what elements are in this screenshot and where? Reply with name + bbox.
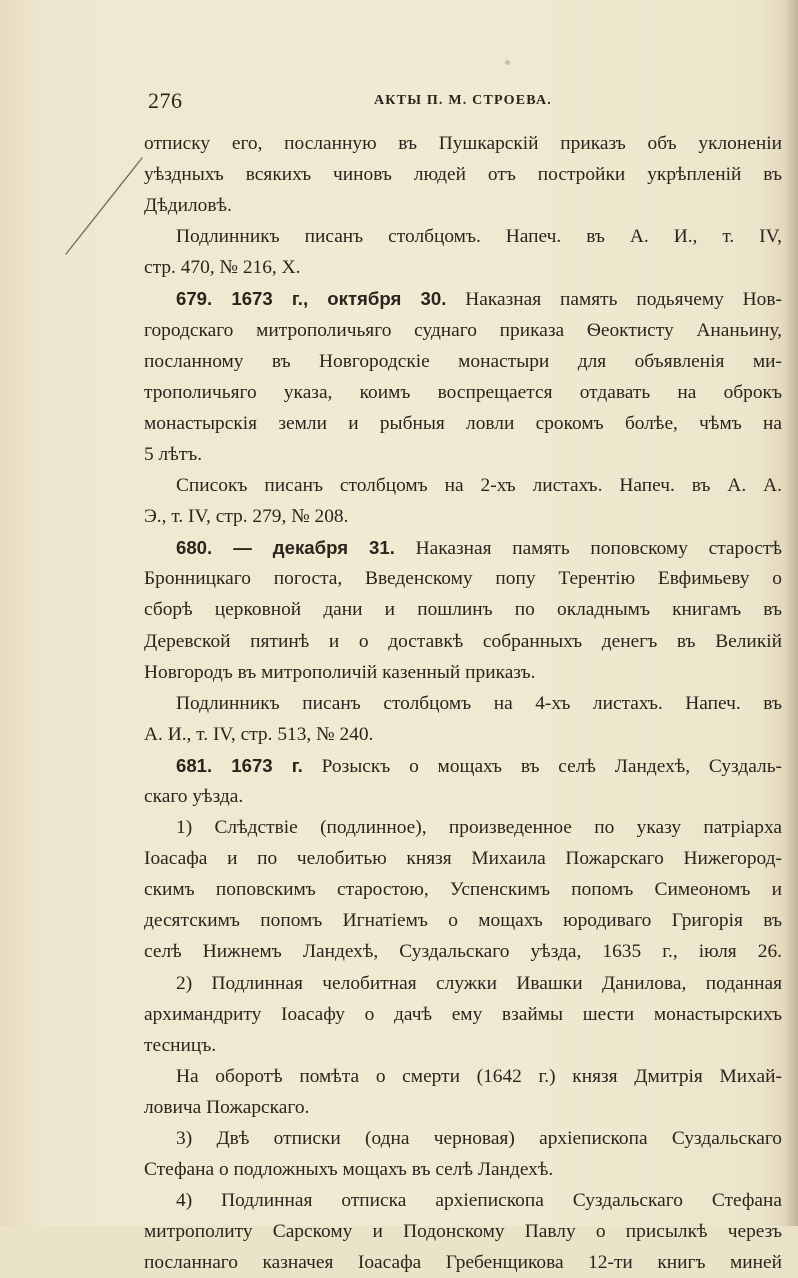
text-line: 3) Двѣ отписки (одна черновая) архіепископа Суздальскаго: [176, 1128, 782, 1149]
text-line: Подлинникъ писанъ столбцомъ. Напеч. въ А. И., т. IV,: [176, 226, 782, 248]
text-line: уѣздныхъ всякихъ чиновъ людей отъ постройки укрѣпленій въ: [144, 164, 782, 186]
text-line: скаго уѣзда.: [144, 785, 244, 807]
text-line: ловича Пожарскаго.: [144, 1096, 310, 1118]
text-line: монастырскія земли и рыбныя ловли срокомъ болѣе, чѣмъ на: [144, 412, 782, 434]
text-line: Бронницкаго погоста, Введенскому попу Терентію Евфимьеву о: [144, 568, 782, 590]
page-number: 276: [148, 88, 183, 113]
text-line: На оборотѣ помѣта о смерти (1642 г.) князя Дмитрія Михай-: [176, 1065, 782, 1087]
margin-pencil-mark: [60, 150, 150, 260]
text-line: 5 лѣтъ.: [144, 443, 203, 465]
text-line: посланному въ Новгородскіе монастыри для объявленія ми-: [144, 350, 782, 372]
text-line: Новгородъ въ митрополичій казенный приказъ.: [144, 661, 536, 683]
text-line: Іоасафа и по челобитью князя Михаила Пожарскаго Нижегород-: [144, 848, 782, 870]
text-line: стр. 470, № 216, X.: [144, 257, 301, 279]
text-line: Э., т. IV, стр. 279, № 208.: [144, 506, 349, 528]
text-line: 1) Слѣдствіе (подлинное), произведенное по указу патріарха: [176, 817, 782, 839]
text-line: сборѣ церковной дани и пошлинъ по окладнымъ книгамъ въ: [144, 599, 782, 621]
text-line: 4) Подлинная отписка архіепископа Суздальскаго Стефана: [176, 1190, 782, 1212]
text-line: митрополиту Сарскому и Подонскому Павлу о присылкѣ черезъ: [144, 1221, 782, 1243]
entry-heading-681: 681. 1673 г.: [176, 754, 303, 776]
entry-line: 679. 1673 г., октября 30. Наказная память подьячему Нов-: [176, 288, 782, 311]
running-title: АКТЫ П. М. СТРОЕВА.: [374, 93, 552, 108]
entry-heading-679: 679. 1673 г., октября 30.: [176, 288, 447, 310]
body-text: [144, 128, 782, 1278]
text-line: селѣ Нижнемъ Ландехѣ, Суздальскаго уѣзда, 1635 г., іюля 26.: [144, 941, 782, 963]
text-line: городскаго митрополичьяго суднаго приказа Ѳеоктисту Ананьину,: [144, 319, 782, 341]
text-line: посланнаго казначея Іоасафа Гребенщикова 12-ти книгъ миней: [144, 1252, 782, 1274]
text-line: скимъ поповскимъ старостою, Успенскимъ попомъ Симеономъ и: [144, 879, 782, 901]
text-line: Дѣдиловѣ.: [144, 195, 232, 217]
paper-spot: [505, 60, 510, 65]
text-line: Деревской пятинѣ и о доставкѣ собранныхъ денегъ въ Великій: [144, 630, 782, 652]
running-head: [148, 88, 780, 118]
text-line: архимандриту Іоасафу о дачѣ ему взаймы шести монастырскихъ: [144, 1003, 782, 1025]
text-line: А. И., т. IV, стр. 513, № 240.: [144, 723, 374, 745]
page-edge-shadow: [784, 0, 798, 1226]
text-line: Стефана о подложныхъ мощахъ въ селѣ Ландехѣ.: [144, 1159, 554, 1181]
entry-line: 680. — декабря 31. Наказная память поповскому старостѣ: [176, 537, 782, 560]
text-line: тесницъ.: [144, 1034, 217, 1056]
text-line: отписку его, посланную въ Пушкарскій приказъ объ уклоненіи: [144, 133, 782, 154]
entry-heading-680: 680. — декабря 31.: [176, 537, 395, 559]
text-line: Подлинникъ писанъ столбцомъ на 4-хъ листахъ. Напеч. въ: [176, 692, 782, 714]
text-line: десятскимъ попомъ Игнатіемъ о мощахъ юродиваго Григорія въ: [144, 910, 782, 932]
entry-line: 681. 1673 г. Розыскъ о мощахъ въ селѣ Ландехѣ, Суздаль-: [176, 754, 782, 777]
text-line: Списокъ писанъ столбцомъ на 2-хъ листахъ. Напеч. въ А. А.: [176, 475, 782, 497]
text-line: трополичьяго указа, коимъ воспрещается отдавать на оброкъ: [144, 381, 782, 403]
text-line: 2) Подлинная челобитная служки Ивашки Данилова, поданная: [176, 972, 782, 994]
